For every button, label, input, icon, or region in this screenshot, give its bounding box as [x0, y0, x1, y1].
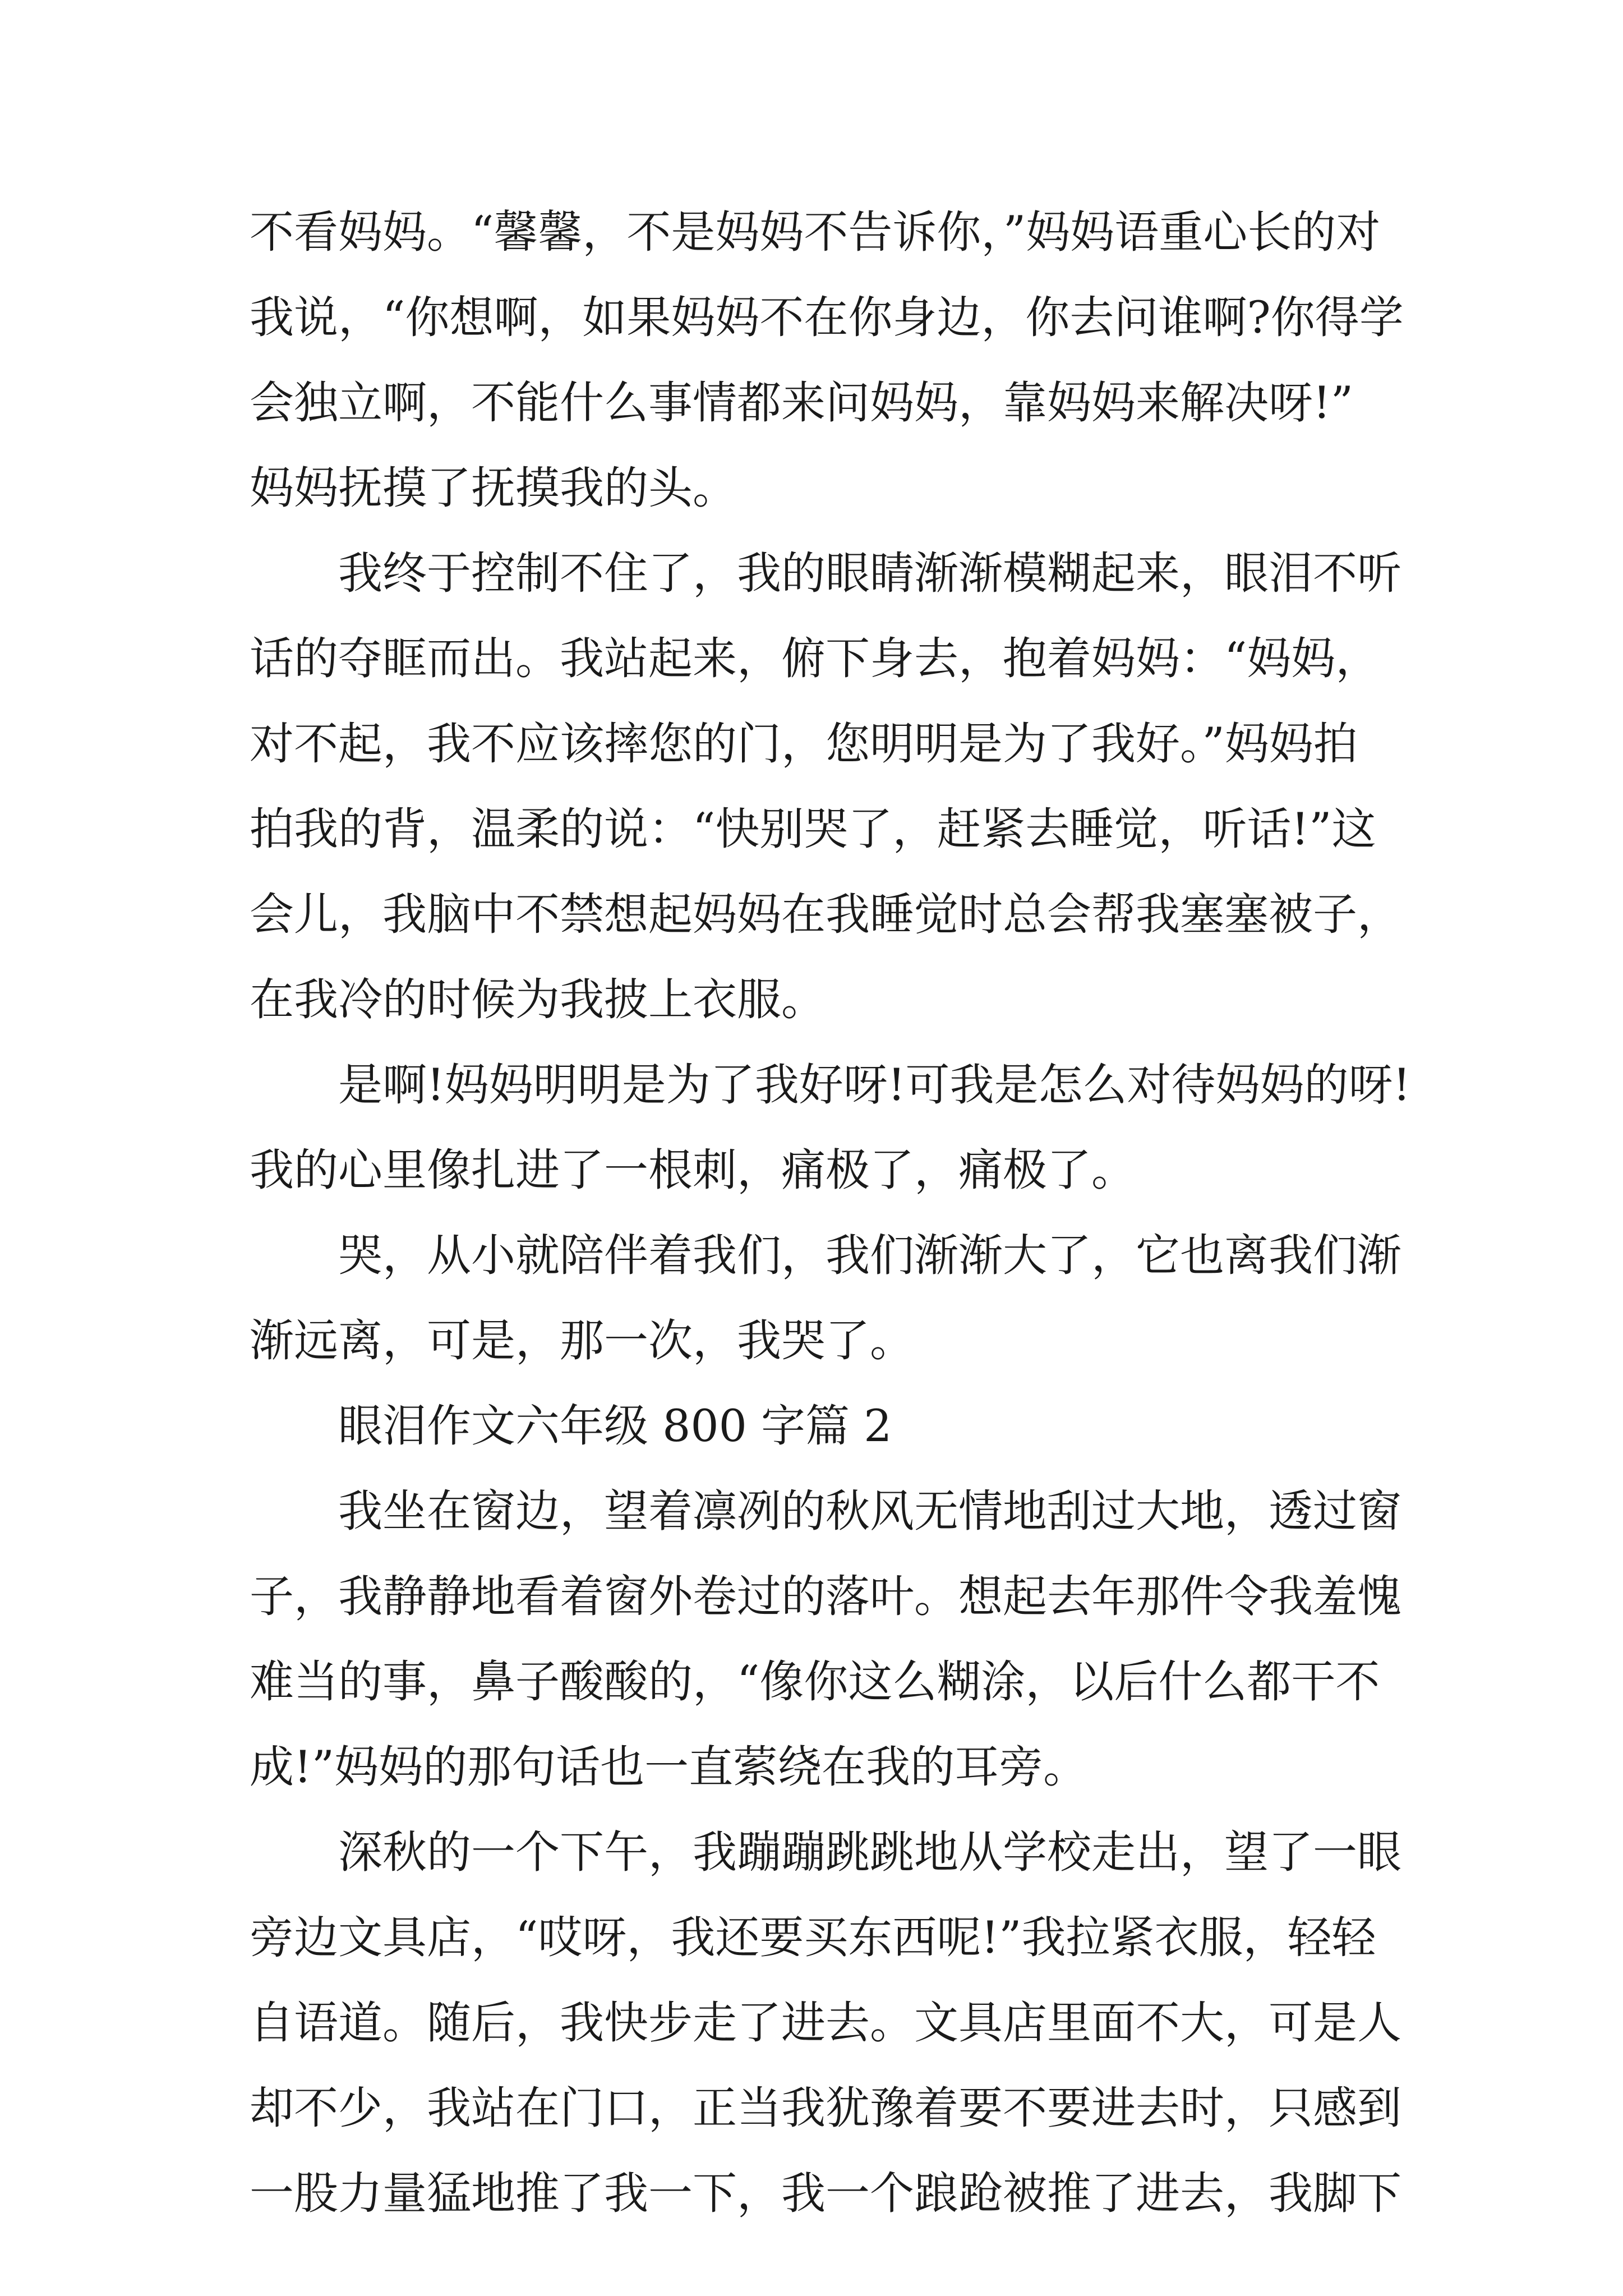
text-line: 对不起，我不应该摔您的门，您明明是为了我好。”妈妈拍 — [250, 718, 1358, 770]
text-line: 旁边文具店，“哎呀，我还要买东西呢!”我拉紧衣服，轻轻 — [250, 1912, 1376, 1963]
text-line: 话的夺眶而出。我站起来，俯下身去，抱着妈妈：“妈妈， — [250, 633, 1380, 684]
text-line: 一股力量猛地推了我一下，我一个踉跄被推了进去，我脚下 — [250, 2168, 1401, 2219]
text-line: 哭，从小就陪伴着我们，我们渐渐大了，它也离我们渐 — [338, 1230, 1401, 1281]
essay-body — [250, 190, 1411, 2236]
text-line: 成!”妈妈的那句话也一直萦绕在我的耳旁。 — [250, 1741, 1088, 1793]
text-line: 是啊!妈妈明明是为了我好呀!可我是怎么对待妈妈的呀! — [338, 1059, 1411, 1111]
section-heading: 眼泪作文六年级 800 字篇 2 — [338, 1400, 892, 1452]
text-line: 不看妈妈。“馨馨，不是妈妈不告诉你，”妈妈语重心长的对 — [250, 206, 1381, 258]
text-line: 妈妈抚摸了抚摸我的头。 — [250, 462, 737, 514]
text-line: 会独立啊，不能什么事情都来问妈妈，靠妈妈来解决呀!” — [250, 377, 1354, 429]
text-line: 在我冷的时候为我披上衣服。 — [250, 974, 826, 1025]
text-line: 子，我静静地看着窗外卷过的落叶。想起去年那件令我羞愧 — [250, 1571, 1401, 1622]
text-line: 难当的事，鼻子酸酸的，“像你这么糊涂，以后什么都干不 — [250, 1656, 1380, 1708]
text-line: 深秋的一个下午，我蹦蹦跳跳地从学校走出，望了一眼 — [338, 1826, 1401, 1878]
text-line: 我说，“你想啊，如果妈妈不在你身边，你去问谁啊?你得学 — [250, 292, 1404, 343]
text-line: 自语道。随后，我快步走了进去。文具店里面不大，可是人 — [250, 1997, 1401, 2049]
text-line: 我终于控制不住了，我的眼睛渐渐模糊起来，眼泪不听 — [338, 547, 1401, 599]
text-line: 我坐在窗边，望着凛冽的秋风无情地刮过大地，透过窗 — [338, 1485, 1401, 1537]
text-line: 会儿，我脑中不禁想起妈妈在我睡觉时总会帮我塞塞被子， — [250, 889, 1401, 940]
text-line: 我的心里像扎进了一根刺，痛极了，痛极了。 — [250, 1144, 1136, 1196]
text-line: 渐远离，可是，那一次，我哭了。 — [250, 1315, 914, 1366]
text-line: 拍我的背，温柔的说：“快别哭了，赶紧去睡觉，听话!”这 — [250, 803, 1376, 855]
text-line: 却不少，我站在门口，正当我犹豫着要不要进去时，只感到 — [250, 2082, 1401, 2134]
